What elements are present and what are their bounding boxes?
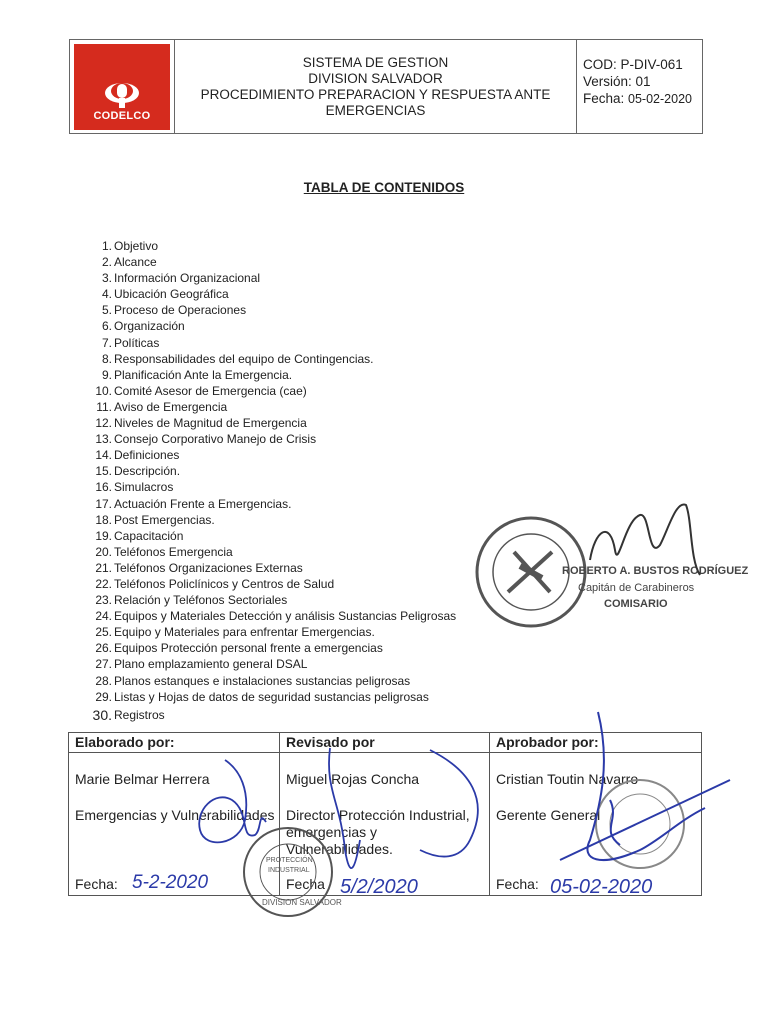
toc-item-number: 25. bbox=[95, 625, 112, 640]
table-of-contents bbox=[88, 238, 456, 723]
toc-item-label: Niveles de Magnitud de Emergencia bbox=[114, 416, 307, 431]
prepared-date-label: Fecha: bbox=[75, 876, 118, 892]
document-version: Versión: 01 bbox=[583, 74, 651, 89]
toc-item-number: 15. bbox=[95, 464, 112, 479]
date-value: 05-02-2020 bbox=[628, 92, 692, 106]
toc-item bbox=[88, 367, 456, 383]
toc-item-label: Objetivo bbox=[114, 239, 159, 253]
toc-item bbox=[88, 624, 456, 640]
toc-item-number: 7. bbox=[101, 335, 112, 350]
prepared-role: Emergencias y Vulnerabilidades bbox=[75, 807, 275, 823]
toc-item-number: 26. bbox=[95, 641, 112, 656]
toc-item-label: Equipo y Materiales para enfrentar Emergencias. bbox=[114, 625, 375, 640]
toc-item-label: Definiciones bbox=[114, 448, 180, 463]
toc-item-label: Teléfonos Policlínicos y Centros de Salud bbox=[114, 576, 335, 591]
toc-item-number: 19. bbox=[95, 528, 112, 543]
toc-title bbox=[0, 180, 768, 195]
toc-item-label: Teléfonos Emergencia bbox=[114, 544, 233, 559]
toc-item-number: 23. bbox=[95, 593, 112, 608]
toc-item bbox=[88, 528, 456, 544]
toc-item bbox=[88, 254, 456, 270]
toc-item-number: 11. bbox=[96, 399, 112, 414]
toc-item bbox=[88, 318, 456, 334]
approved-date-label: Fecha: bbox=[496, 876, 539, 892]
toc-item-number: 17. bbox=[95, 496, 112, 511]
toc-item-label: Información Organizacional bbox=[114, 271, 261, 286]
toc-item-label: Planos estanques e instalaciones sustancias peligrosas bbox=[114, 673, 411, 688]
toc-item-number: 10. bbox=[95, 383, 112, 398]
toc-item-number: 16. bbox=[95, 480, 112, 495]
toc-item-label: Registros bbox=[114, 707, 165, 722]
toc-item-label: Proceso de Operaciones bbox=[114, 303, 247, 318]
police-title: COMISARIO bbox=[604, 598, 668, 610]
approved-column bbox=[490, 733, 701, 895]
toc-item-number: 4. bbox=[101, 287, 112, 302]
codelco-logo-icon bbox=[102, 80, 142, 110]
toc-item-number: 1. bbox=[101, 239, 112, 253]
title-line: SISTEMA DE GESTION bbox=[302, 54, 449, 70]
reviewed-name: Miguel Rojas Concha bbox=[286, 771, 420, 787]
toc-item bbox=[88, 673, 456, 689]
seal-protection-text: PROTECCIÓN bbox=[266, 857, 313, 864]
approved-role: Gerente General bbox=[496, 807, 601, 823]
logo-text: CODELCO bbox=[93, 109, 151, 122]
signature-table bbox=[68, 732, 702, 896]
document-meta bbox=[577, 40, 702, 133]
police-signature bbox=[590, 504, 700, 575]
toc-item-label: Políticas bbox=[114, 335, 160, 350]
toc-item-number: 8. bbox=[101, 351, 112, 366]
prepared-header: Elaborado por: bbox=[69, 733, 279, 753]
toc-item-label: Ubicación Geográfica bbox=[114, 287, 229, 302]
toc-item bbox=[88, 286, 456, 302]
toc-item-number: 5. bbox=[101, 303, 112, 318]
title-line: DIVISION SALVADOR bbox=[308, 70, 443, 86]
toc-item-number: 3. bbox=[101, 271, 112, 286]
police-seal bbox=[477, 518, 585, 626]
toc-item-number: 29. bbox=[95, 689, 112, 704]
toc-item-label: Alcance bbox=[114, 255, 157, 270]
reviewed-column bbox=[280, 733, 490, 895]
toc-item-number: 14. bbox=[95, 448, 112, 463]
toc-item-label: Relación y Teléfonos Sectoriales bbox=[114, 593, 288, 608]
toc-item bbox=[88, 479, 456, 495]
title-line: PROCEDIMIENTO PREPARACION Y RESPUESTA ANTE bbox=[200, 86, 551, 102]
reviewed-header: Revisado por bbox=[280, 733, 489, 753]
police-name: ROBERTO A. BUSTOS RODRÍGUEZ bbox=[562, 565, 749, 577]
toc-item-number: 9. bbox=[101, 367, 112, 382]
toc-item bbox=[88, 707, 456, 723]
toc-item-label: Comité Asesor de Emergencia (cae) bbox=[114, 383, 307, 398]
document-header bbox=[69, 39, 703, 134]
document-title bbox=[175, 40, 577, 133]
toc-item bbox=[88, 302, 456, 318]
toc-item-label: Organización bbox=[114, 319, 185, 334]
toc-item bbox=[88, 238, 456, 254]
toc-item bbox=[88, 415, 456, 431]
reviewed-role: Director Protección Industrial, emergencias y Vulnerabilidades. bbox=[286, 807, 470, 857]
logo-cell bbox=[70, 40, 175, 133]
toc-item-label: Post Emergencias. bbox=[114, 512, 215, 527]
seal-division-text: DIVISION SALVADOR bbox=[262, 898, 342, 907]
toc-item-label: Simulacros bbox=[114, 480, 174, 495]
toc-item-label: Equipos Protección personal frente a emergencias bbox=[114, 641, 383, 656]
title-line: EMERGENCIAS bbox=[325, 102, 426, 118]
toc-item-number: 13. bbox=[95, 432, 112, 447]
toc-item-number: 6. bbox=[101, 319, 112, 334]
document-date bbox=[583, 90, 702, 108]
toc-item bbox=[88, 270, 456, 286]
toc-item-number: 12. bbox=[95, 416, 112, 431]
toc-item bbox=[88, 608, 456, 624]
police-rank: Capitán de Carabineros bbox=[578, 582, 695, 594]
date-label: Fecha: bbox=[583, 91, 629, 106]
toc-item-number: 27. bbox=[95, 657, 112, 672]
toc-item-label: Responsabilidades del equipo de Contingencias. bbox=[114, 351, 374, 366]
toc-item-number: 20. bbox=[95, 544, 112, 559]
toc-item-label: Actuación Frente a Emergencias. bbox=[114, 496, 292, 511]
toc-item-number: 22. bbox=[95, 576, 112, 591]
toc-item-label: Teléfonos Organizaciones Externas bbox=[114, 560, 303, 575]
toc-item-number: 24. bbox=[95, 609, 112, 624]
toc-item bbox=[88, 335, 456, 351]
toc-item bbox=[88, 399, 456, 415]
toc-item bbox=[88, 496, 456, 512]
toc-item bbox=[88, 689, 456, 705]
prepared-name: Marie Belmar Herrera bbox=[75, 771, 210, 787]
toc-item-label: Equipos y Materiales Detección y análisis Sustancias Peligrosas bbox=[114, 609, 457, 624]
toc-item bbox=[88, 640, 456, 656]
prepared-date-value: 5-2-2020 bbox=[132, 872, 209, 893]
approved-name: Cristian Toutin Navarro bbox=[496, 771, 639, 787]
toc-item-label: Aviso de Emergencia bbox=[114, 399, 228, 414]
toc-item-number: 21. bbox=[95, 560, 112, 575]
reviewed-date-label: Fecha bbox=[286, 876, 325, 892]
toc-item-number: 30. bbox=[92, 706, 112, 723]
document-code: COD: P-DIV-061 bbox=[583, 57, 683, 72]
prepared-column bbox=[69, 733, 280, 895]
toc-item-label: Listas y Hojas de datos de seguridad sustancias peligrosas bbox=[114, 689, 429, 704]
codelco-logo bbox=[74, 44, 170, 130]
approved-date-value: 05-02-2020 bbox=[550, 876, 653, 898]
toc-item-number: 28. bbox=[95, 673, 112, 688]
toc-item-label: Planificación Ante la Emergencia. bbox=[114, 367, 293, 382]
toc-item bbox=[88, 351, 456, 367]
toc-item bbox=[88, 431, 456, 447]
reviewed-date-value: 5/2/2020 bbox=[340, 876, 418, 898]
toc-item-label: Plano emplazamiento general DSAL bbox=[114, 657, 308, 672]
toc-item-number: 2. bbox=[101, 255, 112, 270]
toc-item bbox=[88, 560, 456, 576]
approved-header: Aprobador por: bbox=[490, 733, 701, 753]
toc-item bbox=[88, 512, 456, 528]
toc-item bbox=[88, 383, 456, 399]
police-stamp-text bbox=[562, 564, 748, 610]
toc-item bbox=[88, 447, 456, 463]
toc-title-text: TABLA DE CONTENIDOS bbox=[303, 180, 465, 195]
toc-item bbox=[88, 576, 456, 592]
toc-item bbox=[88, 656, 456, 672]
seal-industrial-text: INDUSTRIAL bbox=[268, 867, 310, 874]
toc-item bbox=[88, 544, 456, 560]
toc-item-label: Capacitación bbox=[114, 528, 184, 543]
toc-item-number: 18. bbox=[95, 512, 112, 527]
toc-item bbox=[88, 592, 456, 608]
toc-item-label: Descripción. bbox=[114, 464, 181, 479]
toc-item bbox=[88, 463, 456, 479]
toc-item-label: Consejo Corporativo Manejo de Crisis bbox=[114, 432, 317, 447]
